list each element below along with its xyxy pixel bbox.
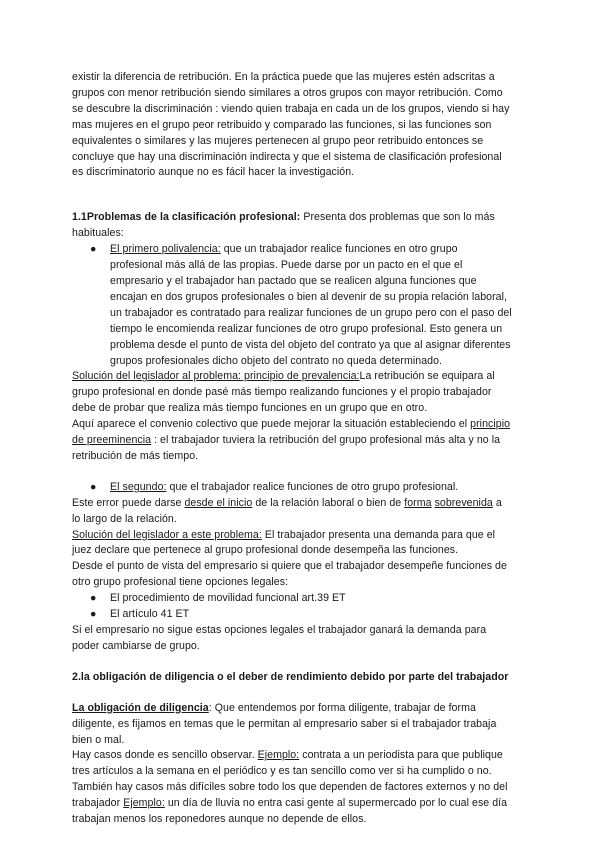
easy-case-line — [72, 748, 532, 764]
solution-line: otro grupo profesional tiene opciones legales: — [72, 576, 289, 589]
bullet-line: profesional más allá de las propias. Puede darse por un pacto en el que el — [110, 259, 463, 272]
solution-2-text: El trabajador presenta una demanda para que el — [261, 528, 496, 541]
intro-line: existir la diferencia de retribución. En la práctica puede que las mujeres estén adscritas a — [72, 71, 495, 83]
section-1-heading-rest: Presenta dos problemas que son lo más — [300, 211, 495, 224]
sobrevenida-term: sobrevenida — [434, 496, 493, 509]
segundo-label: El segundo: — [110, 480, 167, 493]
section-1-heading-line2: habituales: — [72, 227, 124, 240]
ejemplo-term: Ejemplo: — [257, 749, 300, 762]
list-item-text: El artículo 41 ET — [110, 608, 190, 621]
bullet-line: empresario y el trabajador han pactado que se realicen alguna funciones que — [110, 274, 477, 287]
list-item — [72, 607, 532, 623]
hard-case-line — [72, 796, 532, 812]
solution-2-label: Solución del legislador a este problema: — [72, 528, 262, 541]
solution-line: grupo profesional en donde pasé más tiempo realizando funciones y el propio trabajador — [72, 386, 492, 399]
error-line — [72, 496, 532, 512]
bullet-line: tiempo le encomienda realizar funciones de otro grupo profesional. Esto genera un — [110, 322, 503, 335]
solution-first-line — [72, 369, 532, 385]
bullet-icon: ● — [90, 592, 97, 605]
section-2 — [72, 670, 532, 828]
list-item — [72, 591, 532, 607]
solution-demanda — [72, 528, 532, 592]
section-1-heading-line — [72, 210, 532, 226]
solution-line: retribución de más tiempo. — [72, 449, 199, 462]
intro-line: se descubre la discriminación : viendo quien trabaja en cada un de los grupos, viendo si hay — [72, 102, 510, 115]
intro-line: es discriminatorio aunque no es fácil hacer la investigación. — [72, 166, 355, 179]
solution-line: Desde el punto de vista del empresario si quiere que el trabajador desempeñe funciones de — [72, 560, 507, 573]
intro-line: grupos con menor retribución siendo similares a otros grupos con mayor retribución. Como — [72, 86, 503, 99]
ejemplo-term: Ejemplo: — [123, 797, 165, 810]
bullet-first-line — [110, 242, 532, 258]
list-item-text: El procedimiento de movilidad funcional art.39 ET — [110, 592, 346, 605]
bullet-line: un trabajador es contratado para realizar funciones de un grupo pero con el paso del — [110, 306, 512, 319]
error-paragraph — [72, 496, 532, 528]
hard-case-text: un día de lluvia no entra casi gente al supermercado por lo cual ese día — [164, 797, 508, 810]
section-1-1 — [72, 210, 532, 654]
solution-1-text: La retribución se equipara al — [359, 370, 495, 383]
legal-options-list — [72, 591, 532, 623]
diligencia-text: : Que entendemos por forma diligente, trabajar de forma — [208, 701, 476, 714]
hard-case-line: También hay casos más difíciles sobre todo los que dependen de factores externos y no del — [72, 781, 508, 794]
document-page — [72, 70, 532, 828]
solution-first-line — [72, 528, 532, 544]
bullet-polivalencia — [72, 242, 532, 369]
diligencia-line: bien o mal. — [72, 733, 125, 746]
error-text: a — [492, 496, 502, 509]
bullet-icon: ● — [90, 608, 97, 621]
forma-term: forma — [404, 496, 432, 509]
desde-inicio-term: desde el inicio — [184, 496, 253, 509]
bullet-icon: ● — [90, 243, 97, 256]
solution-line: juez declare que pertenece al grupo profesional donde desempeña las funciones. — [72, 544, 459, 557]
easy-case-text: contrata a un periodista para que publique — [299, 749, 503, 762]
section-1-heading: 1.1Problemas de la clasificación profesional: — [72, 211, 301, 224]
principio-term: principio — [470, 418, 511, 431]
polivalencia-label: El primero polivalencia: — [110, 243, 221, 256]
intro-line: equivalentes o similares y las mujeres pertenecen al grupo peor retribuido entonces se — [72, 134, 484, 147]
preeminencia-line — [72, 433, 532, 449]
bullet-line: grupos profesionales dicho objeto del contrato no queda determinado. — [110, 354, 443, 367]
error-line: lo largo de la relación. — [72, 512, 177, 525]
bullet-line: encajan en dos grupos profesionales o bien al devenir de su propia relación laboral, — [110, 290, 508, 303]
preeminencia-term: de preeminencia — [72, 434, 152, 447]
convenio-line — [72, 417, 532, 433]
closing-line: Si el empresario no sigue estas opciones legales el trabajador ganará la demanda para — [72, 624, 487, 636]
diligencia-term: La obligación de diligencia — [72, 701, 209, 714]
bullet-first-line — [110, 480, 532, 496]
bullet-line: problema desde el punto de vista del objeto del contrato ya que al asignar diferentes — [110, 338, 511, 351]
diligencia-line: diligente, es fijamos en temas que le permitan al empresario saber si el trabajador trabaja — [72, 717, 497, 730]
intro-line: mas mujeres en el grupo peor retribuido y comparado las funciones, si las funciones son — [72, 118, 492, 131]
solution-1-label: Solución del legislador al problema: principio de prevalencia: — [72, 370, 360, 383]
section-2-heading: 2.la obligación de diligencia o el deber de rendimiento debido por parte del trabajador — [72, 670, 509, 683]
intro-line: concluye que hay una discriminación indirecta y que el sistema de clasificación profesional — [72, 150, 502, 163]
segundo-text: que el trabajador realice funciones de otro grupo profesional. — [166, 480, 459, 493]
easy-case-text: Hay casos donde es sencillo observar. — [72, 749, 258, 762]
polivalencia-text: que un trabajador realice funciones en otro grupo — [220, 243, 458, 256]
closing-line: poder cambiarse de grupo. — [72, 639, 200, 652]
solution-prevalencia — [72, 369, 532, 464]
diligencia-first-line — [72, 701, 532, 717]
hard-case-text: trabajador — [72, 797, 124, 810]
bullet-icon: ● — [90, 480, 97, 493]
bullet-segundo — [72, 480, 532, 496]
error-text: Este error puede darse — [72, 496, 185, 509]
hard-case-line: trabajan menos los reponedores aunque no depende de ellos. — [72, 813, 367, 826]
preeminencia-text: : el trabajador tuviera la retribución del grupo profesional más alta y no la — [151, 434, 501, 447]
solution-line: debe de probar que realiza más tiempo funciones en un grupo que en otro. — [72, 402, 428, 415]
easy-case-line: tres artículos a la semana en el periódico y es tan sencillo como ver si ha cumplido o no. — [72, 765, 492, 778]
convenio-text: Aquí aparece el convenio colectivo que puede mejorar la situación estableciendo el — [72, 418, 471, 431]
error-text: de la relación laboral o bien de — [252, 496, 405, 509]
intro-paragraph — [72, 70, 532, 181]
